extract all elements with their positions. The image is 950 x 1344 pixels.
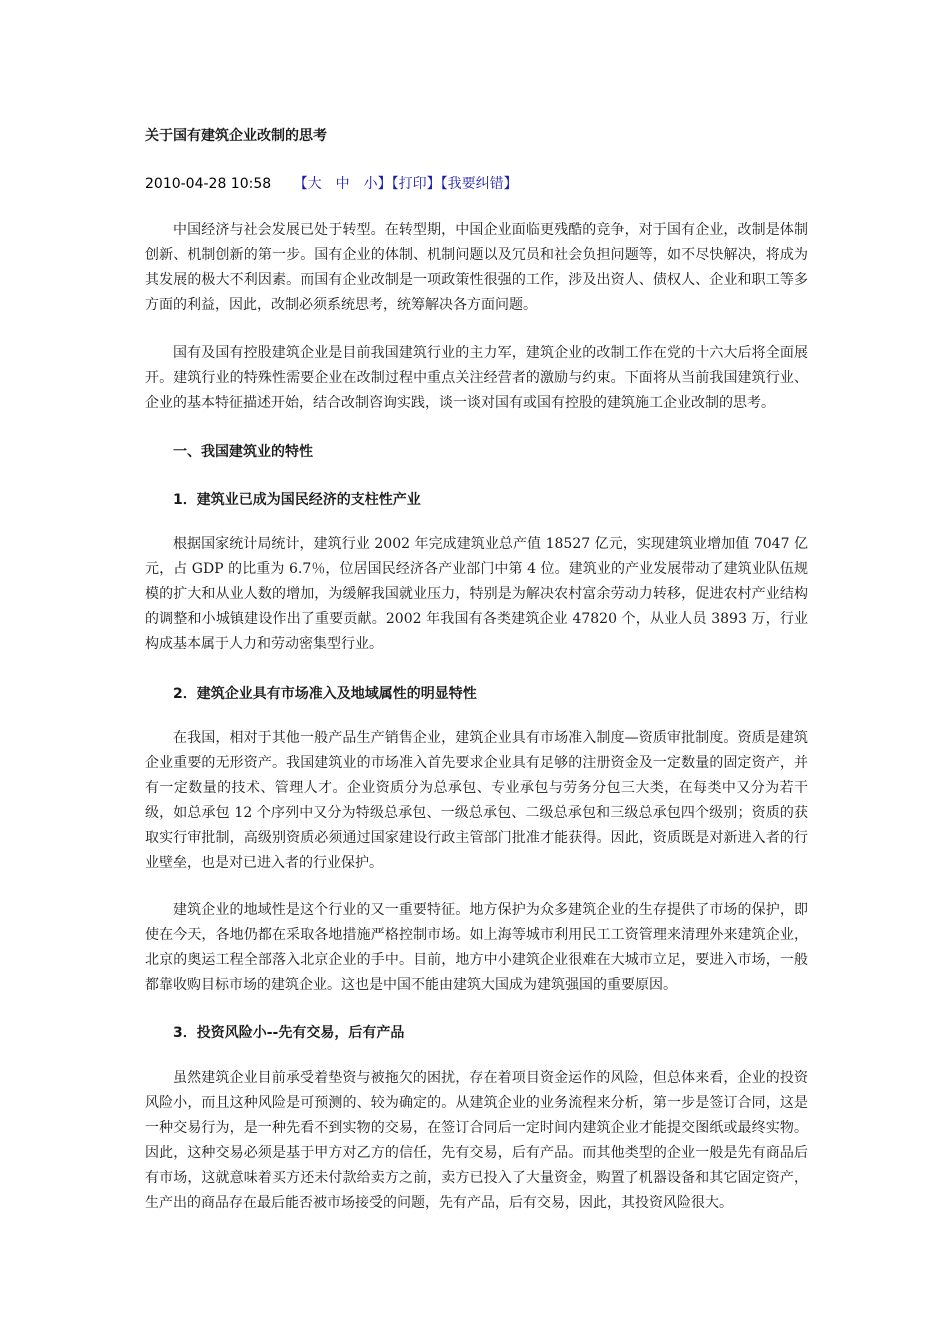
paragraph: 国有及国有控股建筑企业是目前我国建筑行业的主力军，建筑企业的改制工作在党的十六大后将全面展开。建筑行业的特殊性需要企业在改制过程中重点关注经营者的激励与约束。下面将从当前我国建筑行业、企业的基本特征描述开始，结合改制咨询实践，谈一谈对国有或国有控股的建筑施工企业改制的思考。 bbox=[145, 345, 808, 411]
paragraph: 在我国，相对于其他一般产品生产销售企业，建筑企业具有市场准入制度—资质审批制度。资质是建筑企业重要的无形资产。我国建筑业的市场准入首先要求企业具有足够的注册资金及一定数量的固定资产，并有一定数量的技术、管理人才。企业资质分为总承包、专业承包与劳务分包三大类，在每类中又分为若干级，如总承包 12 个序列中又分为特级总承包、一级总承包、二级总承包和三级总承包四个级别；资质的获取实行审批制，高级别资质必须通过国家建设行政主管部门批准才能获得。因此，资质既是对新进入者的行业壁垒，也是对已进入者的行业保护。 bbox=[145, 730, 808, 871]
article-meta bbox=[145, 173, 518, 193]
print-link[interactable]: 【打印】 bbox=[391, 176, 441, 192]
paragraph: 建筑企业的地域性是这个行业的又一重要特征。地方保护为众多建筑企业的生存提供了市场的保护，即使在今天，各地仍都在采取各地措施严格控制市场。如上海等城市利用民工工资管理来清理外来建筑企业，北京的奥运工程全部落入北京企业的手中。目前，地方中小建筑企业很难在大城市立足，要进入市场，一般都靠收购目标市场的建筑企业。这也是中国不能由建筑大国成为建筑强国的重要原因。 bbox=[145, 902, 808, 993]
subsection-heading: 2．建筑企业具有市场准入及地域属性的明显特性 bbox=[173, 686, 477, 702]
section-heading: 一、我国建筑业的特性 bbox=[173, 444, 313, 460]
font-size-links[interactable]: 【大 中 小】 bbox=[293, 176, 392, 192]
paragraph: 根据国家统计局统计，建筑行业 2002 年完成建筑业总产值 18527 亿元，实现建筑业增加值 7047 亿元，占 GDP 的比重为 6.7％，位居国民经济各产业部门中第 4 位。建筑业的产业发展带动了建筑业队伍规模的扩大和从业人数的增加，为缓解我国就业压力，特别是为解决农村富余劳动力转移，促进农村产业结构的调整和小城镇建设作出了重要贡献。2002 年我国有各类建筑企业 47820 个，从业人员 3893 万，行业构成基本属于人力和劳动密集型行业。 bbox=[145, 536, 808, 652]
publish-date: 2010-04-28 10:58 bbox=[145, 176, 272, 192]
article-title: 关于国有建筑企业改制的思考 bbox=[145, 128, 327, 144]
subsection-heading: 3．投资风险小--先有交易，后有产品 bbox=[173, 1025, 405, 1041]
report-error-link[interactable]: 【我要纠错】 bbox=[440, 176, 518, 192]
subsection-heading: 1．建筑业已成为国民经济的支柱性产业 bbox=[173, 492, 421, 508]
paragraph: 虽然建筑企业目前承受着垫资与被拖欠的困扰，存在着项目资金运作的风险，但总体来看，企业的投资风险小，而且这种风险是可预测的、较为确定的。从建筑企业的业务流程来分析，第一步是签订合同，这是一种交易行为，是一种先看不到实物的交易，在签订合同后一定时间内建筑企业才能提交图纸或最终实物。因此，这种交易必须是基于甲方对乙方的信任，先有交易，后有产品。而其他类型的企业一般是先有商品后有市场，这就意味着买方还未付款给卖方之前，卖方已投入了大量资金，购置了机器设备和其它固定资产，生产出的商品存在最后能否被市场接受的问题，先有产品，后有交易，因此，其投资风险很大。 bbox=[145, 1070, 808, 1211]
article-tools bbox=[294, 176, 518, 192]
paragraph: 中国经济与社会发展已处于转型。在转型期，中国企业面临更残酷的竞争，对于国有企业，改制是体制创新、机制创新的第一步。国有企业的体制、机制问题以及冗员和社会负担问题等，如不尽快解决，将成为其发展的极大不利因素。而国有企业改制是一项政策性很强的工作，涉及出资人、债权人、企业和职工等多方面的利益，因此，改制必须系统思考，统筹解决各方面问题。 bbox=[145, 222, 808, 313]
